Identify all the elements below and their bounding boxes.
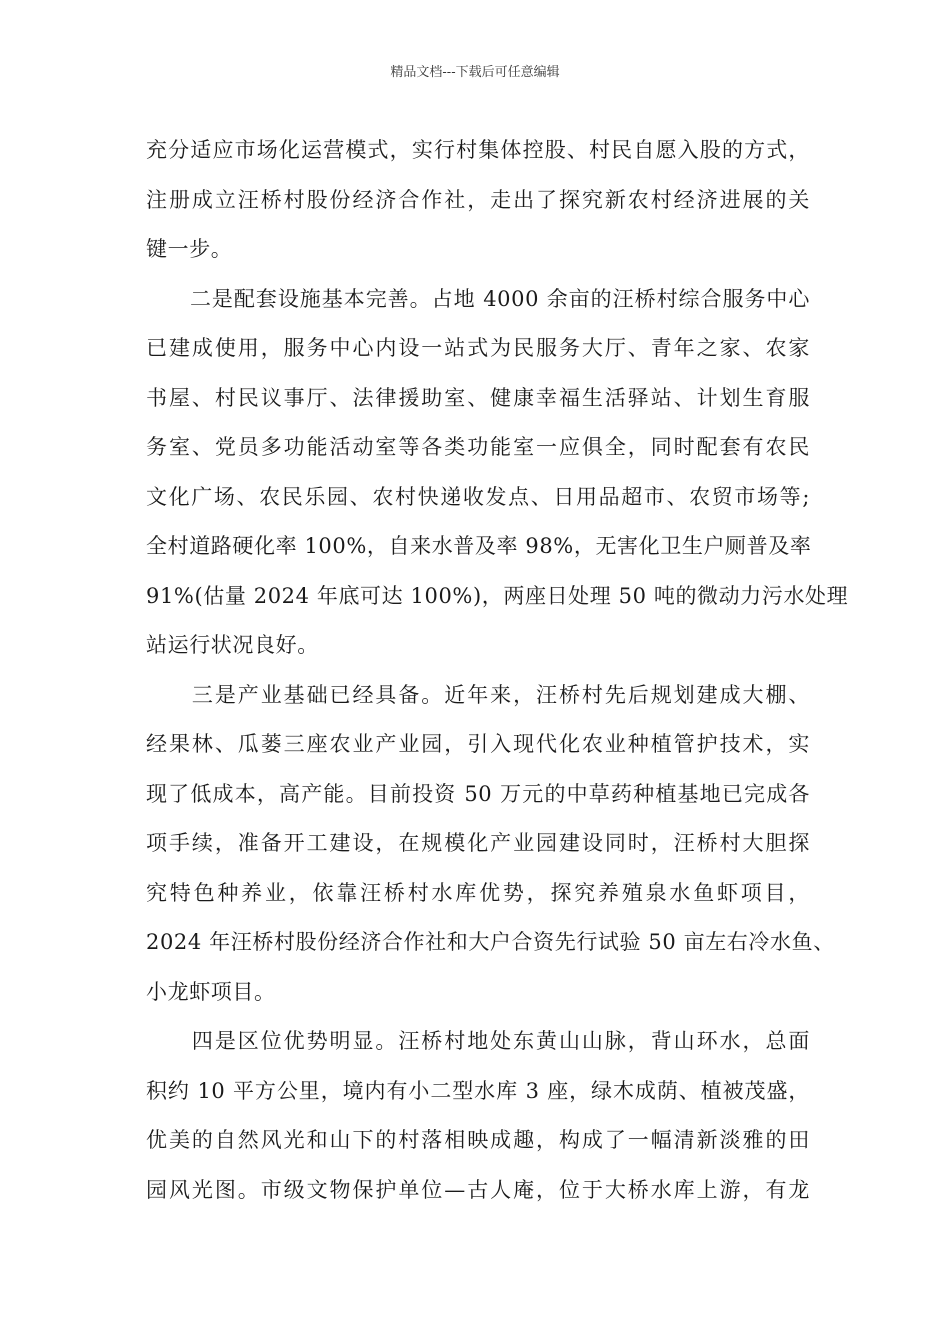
paragraph-4 — [146, 1017, 810, 1215]
paragraph-1 — [146, 126, 810, 275]
text-line: 已建成使用，服务中心内设一站式为民服务大厅、青年之家、农家 — [146, 336, 810, 360]
text-line: 积约 10 平方公里，境内有小二型水库 3 座，绿木成荫、植被茂盛， — [146, 1078, 810, 1103]
text-line: 键一步。 — [146, 237, 233, 261]
text-line: 站运行状况良好。 — [146, 633, 319, 657]
text-line: 务室、党员多功能活动室等各类功能室一应俱全，同时配套有农民 — [146, 435, 810, 459]
text-line: 四是区位优势明显。汪桥村地处东黄山山脉，背山环水，总面 — [146, 1029, 810, 1053]
page-header: 精品文档---下载后可任意编辑 — [390, 65, 560, 80]
text-line: 现了低成本，高产能。目前投资 50 万元的中草药种植基地已完成各 — [146, 781, 810, 806]
text-line: 项手续，准备开工建设，在规模化产业园建设同时，汪桥村大胆探 — [146, 831, 810, 855]
text-line: 小龙虾项目。 — [146, 979, 276, 1004]
text-line: 三是产业基础已经具备。近年来，汪桥村先后规划建成大棚、 — [146, 682, 810, 707]
text-line: 园风光图。市级文物保护单位—古人庵，位于大桥水库上游，有龙 — [146, 1177, 810, 1202]
text-line: 91%(估量 2024 年底可达 100%)，两座日处理 50 吨的微动力污水处理 — [146, 583, 849, 608]
text-line: 究特色种养业，依靠汪桥村水库优势，探究养殖泉水鱼虾项目， — [146, 880, 810, 905]
text-line: 注册成立汪桥村股份经济合作社，走出了探究新农村经济进展的关 — [146, 187, 810, 212]
text-line: 充分适应市场化运营模式，实行村集体控股、村民自愿入股的方式， — [146, 138, 810, 162]
paragraph-2 — [146, 275, 849, 671]
text-line: 经果林、瓜蒌三座农业产业园，引入现代化农业种植管护技术，实 — [146, 732, 810, 756]
document-body — [146, 126, 849, 1215]
text-line: 2024 年汪桥村股份经济合作社和大户合资先行试验 50 亩左右冷水鱼、 — [146, 930, 835, 954]
paragraph-3 — [146, 671, 835, 1018]
text-line: 文化广场、农民乐园、农村快递收发点、日用品超市、农贸市场等; — [146, 484, 810, 509]
text-line: 优美的自然风光和山下的村落相映成趣，构成了一幅清新淡雅的田 — [146, 1128, 810, 1152]
text-line: 全村道路硬化率 100%，自来水普及率 98%，无害化卫生户厕普及率 — [146, 534, 812, 558]
text-line: 二是配套设施基本完善。占地 4000 余亩的汪桥村综合服务中心 — [146, 286, 810, 311]
text-line: 书屋、村民议事厅、法律援助室、健康幸福生活驿站、计划生育服 — [146, 385, 810, 410]
